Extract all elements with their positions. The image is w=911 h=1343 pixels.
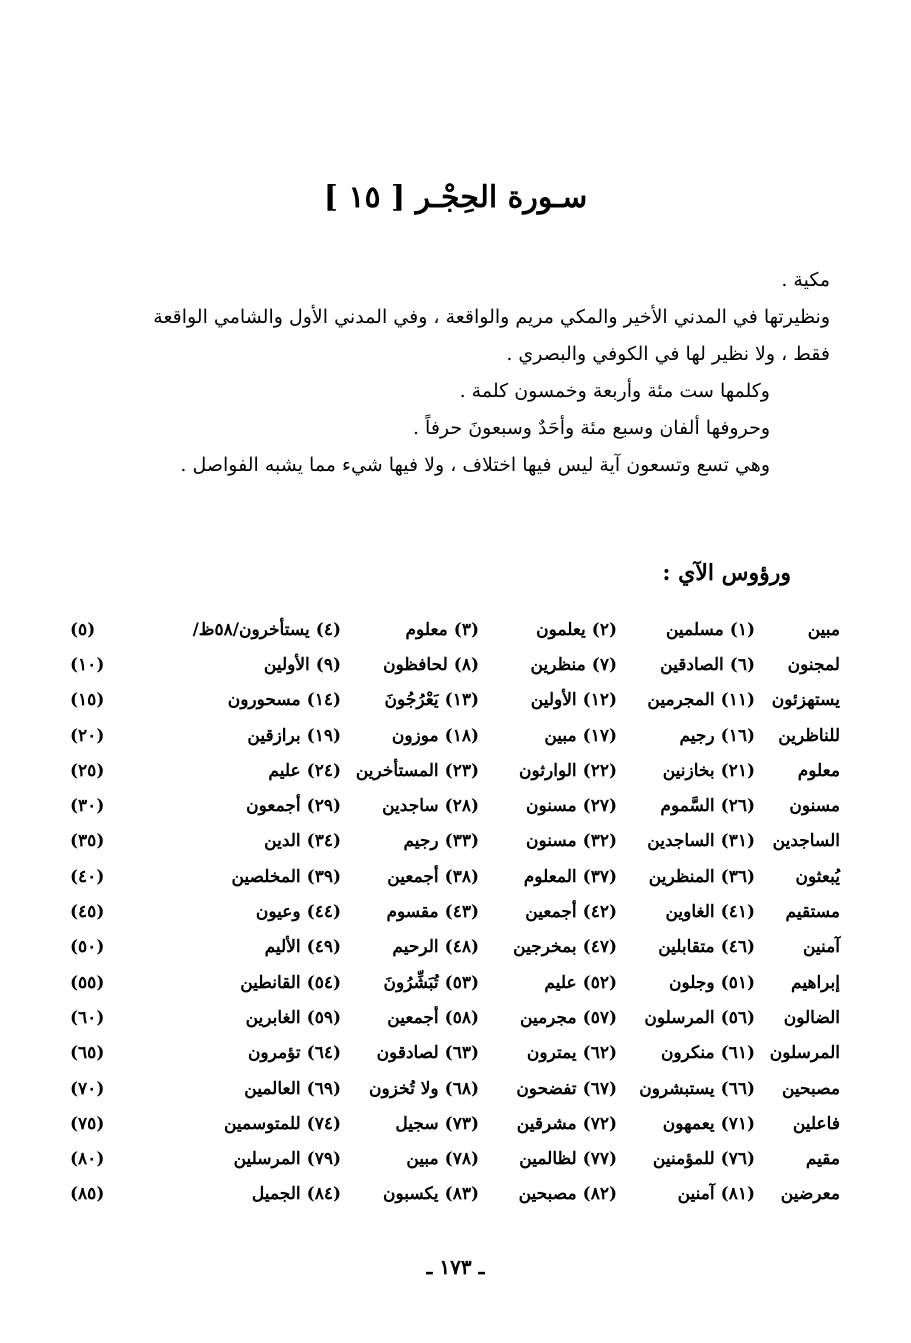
verse-ending-word: المرسلون [644, 1007, 715, 1028]
verse-ending-word: منكرون [660, 1043, 715, 1064]
verse-number: (٢١) [720, 760, 755, 781]
verse-row [70, 612, 840, 647]
verse-cell [341, 937, 479, 957]
verse-cell [479, 831, 617, 851]
verse-number: (٣٩) [306, 866, 341, 887]
verse-number: (١٣) [444, 690, 479, 711]
verse-ending-word: الأولين [530, 690, 577, 711]
verse-number: (٧٥) [70, 1113, 105, 1134]
verse-cell [479, 655, 617, 675]
verse-ending-word: مسحورون [227, 690, 301, 711]
verse-number: (٥٣) [444, 972, 479, 993]
verse-ending-word: يكسبون [382, 1184, 439, 1205]
verse-row [70, 647, 840, 682]
intro-line: ونظيرتها في المدني الأخير والمكي مريم والواقعة ، وفي المدني الأول والشامي الواقعة [153, 306, 830, 328]
verse-ending-word: يعمهون [662, 1113, 715, 1134]
verse-endings-table [70, 612, 840, 1212]
verse-row [70, 1071, 840, 1106]
verse-ending-word: أجمعون [246, 796, 301, 817]
verse-ending-word: يستبشرون [639, 1078, 715, 1099]
verse-ending-word: المستأخرين [355, 760, 439, 781]
verse-number: (١١) [720, 690, 755, 711]
verse-ending-word: رجيم [403, 831, 439, 852]
verse-number: (٧٢) [582, 1113, 617, 1134]
verse-row [70, 718, 840, 753]
verse-cell [617, 867, 755, 887]
verse-cell [203, 1114, 341, 1134]
verse-cell [203, 937, 341, 957]
verse-ending-word: مسنون [525, 831, 577, 852]
verse-ending-word: متقابلين [658, 937, 715, 958]
verse-number: (٨٣) [444, 1184, 479, 1205]
verse-ending-word: يستأخرون/٥٨ظ/ [192, 619, 310, 640]
verse-cell [341, 1149, 479, 1169]
verse-cell [479, 796, 617, 816]
verse-ending-word: الأولين [263, 654, 310, 675]
verse-cell [617, 1149, 755, 1169]
verse-number: (١٩) [306, 725, 341, 746]
verse-ending-word: المجرمين [647, 690, 715, 711]
verse-row [70, 1036, 840, 1071]
verse-cell [479, 1114, 617, 1134]
verse-number: (٦٢) [582, 1043, 617, 1064]
verse-number: (٢٥) [70, 760, 105, 781]
verse-ending-word: للمؤمنين [652, 1149, 715, 1170]
verse-number: (٥٢) [582, 972, 617, 993]
verse-number: (٥٨) [444, 1007, 479, 1028]
verse-cell [203, 1043, 341, 1063]
verse-number: (٤١) [720, 902, 755, 923]
verse-number: (٨٠) [70, 1149, 105, 1170]
verse-ending-word: ساجدين [382, 796, 439, 817]
verse-number: (٨٤) [306, 1184, 341, 1205]
verse-ending-word: سجيل [395, 1113, 439, 1134]
verse-number: (١٦) [720, 725, 755, 746]
verse-number: (١٧) [582, 725, 617, 746]
verse-cell [341, 831, 479, 851]
verse-number: (٧٠) [70, 1078, 105, 1099]
verse-ending-word: عليم [544, 972, 577, 993]
verse-number: (٣٥) [70, 831, 105, 852]
verse-number: (٧٧) [582, 1149, 617, 1170]
verse-number: (٣٧) [582, 866, 617, 887]
verse-ending-word: القانطين [240, 972, 301, 993]
verse-row [70, 1106, 840, 1141]
verse-ending-word: أجمعين [387, 866, 439, 887]
verse-number: (٧١) [720, 1113, 755, 1134]
intro-line: وحروفها ألفان وسبع مئة وأحَدٌ وسبعونَ حرفاً . [412, 417, 770, 439]
verse-cell [479, 1079, 617, 1099]
verse-cell [479, 761, 617, 781]
verse-cell [192, 619, 341, 640]
verse-cell [341, 761, 479, 781]
verse-cell [617, 620, 755, 640]
surah-title: سـورة الحِجْـر [ ١٥ ] [323, 180, 588, 215]
page-number: ـ ١٧٣ ـ [426, 1255, 485, 1279]
verse-number: (٤٣) [444, 902, 479, 923]
verse-cell [479, 973, 617, 993]
verse-ending-word: مصبحين [518, 1184, 577, 1205]
verse-ending-word: لظالمين [519, 1149, 577, 1170]
verse-ending-word: مسنون [789, 796, 840, 817]
verse-number: (٢٢) [582, 760, 617, 781]
verse-cell [203, 1149, 341, 1169]
verse-ending-word: يَعْرُجُونَ [384, 690, 439, 711]
verse-number: (٦) [729, 654, 755, 675]
verse-number: (٣٤) [306, 831, 341, 852]
verse-ending-word: المرسلون [769, 1043, 840, 1064]
verse-ending-word: للناظرين [778, 725, 840, 746]
verse-number: (٢٠) [70, 725, 105, 746]
verse-ending-word: معلوم [797, 760, 840, 781]
verse-number: (٨) [453, 654, 479, 675]
verse-row [70, 859, 840, 894]
verse-cell [341, 1043, 479, 1063]
verse-ending-word: الغاوين [665, 902, 715, 923]
verse-ending-word: بمخرجين [513, 937, 577, 958]
verse-number: (١٠) [70, 654, 105, 675]
verse-ending-word: لحافظون [383, 654, 448, 675]
verse-ending-word: لصادقون [376, 1043, 439, 1064]
verse-ending-word: مبين [544, 725, 577, 746]
verse-ending-word: آمنين [802, 937, 840, 958]
verse-cell [617, 831, 755, 851]
verse-number: (٣) [453, 619, 479, 640]
verse-cell [617, 902, 755, 922]
verse-row [70, 894, 840, 929]
verse-number: (٤٨) [444, 937, 479, 958]
verse-number: (٦٤) [306, 1043, 341, 1064]
verse-ending-word: مقيم [805, 1149, 840, 1170]
verse-ending-word: الأليم [264, 937, 301, 958]
verse-number: (٤٢) [582, 902, 617, 923]
verse-number: (٢٨) [444, 796, 479, 817]
verse-cell [341, 620, 479, 640]
verse-cell [341, 796, 479, 816]
verse-number: (١٨) [444, 725, 479, 746]
verse-ending-word: مسلمين [665, 619, 724, 640]
verse-cell [203, 690, 341, 710]
verse-ending-word: مصبحين [781, 1078, 840, 1099]
verse-ending-word: عليم [268, 760, 301, 781]
verse-ending-word: برازقين [247, 725, 301, 746]
verse-number: (٦٣) [444, 1043, 479, 1064]
verse-ending-word: آمنين [677, 1184, 715, 1205]
verse-ending-word: مشرقين [516, 1113, 577, 1134]
verse-cell [341, 867, 479, 887]
verse-row [70, 683, 840, 718]
verse-cell [203, 1184, 341, 1204]
verse-number: (٤٠) [70, 866, 105, 887]
verse-number: (١) [729, 619, 755, 640]
verse-number: (٢٧) [582, 796, 617, 817]
verse-cell [617, 655, 755, 675]
verse-number: (٥٧) [582, 1007, 617, 1028]
verse-number: (٢) [591, 619, 617, 640]
verse-row [70, 1141, 840, 1176]
verse-cell [479, 1043, 617, 1063]
verse-number: (٥) [70, 619, 96, 640]
verse-number: (٤٤) [306, 902, 341, 923]
verse-cell [479, 902, 617, 922]
verse-ending-word: يعلمون [536, 619, 586, 640]
verse-number: (٤٦) [720, 937, 755, 958]
verse-number: (٥٦) [720, 1007, 755, 1028]
verse-cell [203, 1008, 341, 1028]
verse-row [70, 753, 840, 788]
verse-cell [617, 973, 755, 993]
verse-row [70, 824, 840, 859]
verse-cell [203, 902, 341, 922]
verse-ending-word: وجلون [669, 972, 715, 993]
verse-ending-word: معرضين [780, 1184, 840, 1205]
verse-number: (٧٩) [306, 1149, 341, 1170]
verse-ending-word: المخلصين [231, 866, 301, 887]
verse-ending-word: تُبَشِّرُونَ [383, 972, 439, 993]
verse-cell [617, 1008, 755, 1028]
verse-number: (١٥) [70, 690, 105, 711]
verse-number: (٨٥) [70, 1184, 105, 1205]
verse-number: (٤) [315, 619, 341, 640]
verse-ending-word: تؤمرون [247, 1043, 301, 1064]
verse-cell [203, 655, 341, 675]
verse-cell [203, 726, 341, 746]
verse-cell [479, 690, 617, 710]
verse-cell [617, 690, 755, 710]
verse-cell [203, 761, 341, 781]
verse-cell [479, 937, 617, 957]
intro-line: مكية . [781, 269, 830, 291]
verse-ending-word: يستهزئون [771, 690, 840, 711]
verse-ending-word: الرحيم [392, 937, 439, 958]
verse-number: (٥٥) [70, 972, 105, 993]
verse-number: (٦٦) [720, 1078, 755, 1099]
verse-ending-word: معلوم [405, 619, 448, 640]
verse-ending-word: مبين [807, 619, 840, 640]
verse-ending-word: لمجنون [787, 654, 840, 675]
verse-cell [617, 1184, 755, 1204]
verse-number: (٧٣) [444, 1113, 479, 1134]
verse-cell [617, 1114, 755, 1134]
verse-cell [479, 1149, 617, 1169]
verse-ending-word: مجرمين [520, 1007, 577, 1028]
verse-cell [479, 726, 617, 746]
verse-cell [341, 1008, 479, 1028]
verse-number: (٢٩) [306, 796, 341, 817]
verse-number: (٦٧) [582, 1078, 617, 1099]
verse-row [70, 930, 840, 965]
verse-ending-word: للمتوسمين [223, 1113, 301, 1134]
verse-cell [203, 1079, 341, 1099]
intro-line: فقط ، ولا نظير لها في الكوفي والبصري . [506, 343, 830, 365]
verse-cell [479, 1184, 617, 1204]
verse-number: (٦١) [720, 1043, 755, 1064]
verse-cell [341, 973, 479, 993]
verse-number: (٨٢) [582, 1184, 617, 1205]
verse-ending-word: المعلوم [523, 866, 577, 887]
verse-cell [617, 761, 755, 781]
verse-number: (٤٧) [582, 937, 617, 958]
verse-ending-word: الغابرين [245, 1007, 301, 1028]
verse-number: (١٤) [306, 690, 341, 711]
verse-row [70, 788, 840, 823]
verse-ending-word: المرسلين [233, 1149, 301, 1170]
verse-number: (٣٦) [720, 866, 755, 887]
verse-ending-word: الساجدين [772, 831, 840, 852]
verse-ending-word: مسنون [525, 796, 577, 817]
verse-ending-word: الجميل [251, 1184, 301, 1205]
verse-cell [479, 867, 617, 887]
verse-cell [203, 796, 341, 816]
verse-number: (١٢) [582, 690, 617, 711]
verse-cell [203, 867, 341, 887]
verse-cell [341, 1114, 479, 1134]
verse-cell [341, 1184, 479, 1204]
verse-number: (٤٥) [70, 902, 105, 923]
verse-cell [341, 902, 479, 922]
verse-cell [617, 1043, 755, 1063]
verse-ending-word: مبين [406, 1149, 439, 1170]
verse-ending-word: الساجدين [647, 831, 715, 852]
verse-cell [479, 620, 617, 640]
verse-cell [341, 726, 479, 746]
verse-ending-word: الوارثون [519, 760, 577, 781]
verse-number: (٧٤) [306, 1113, 341, 1134]
verse-number: (٧٦) [720, 1149, 755, 1170]
verse-ending-word: الضالون [783, 1007, 840, 1028]
verse-ending-word: رجيم [679, 725, 715, 746]
verse-ending-word: إبراهيم [791, 972, 840, 993]
verse-ending-word: أجمعين [387, 1007, 439, 1028]
verse-number: (٧) [591, 654, 617, 675]
verse-cell [341, 690, 479, 710]
verse-number: (٥٤) [306, 972, 341, 993]
verse-number: (٣٢) [582, 831, 617, 852]
verse-row [70, 1177, 840, 1212]
verse-number: (٥٩) [306, 1007, 341, 1028]
verse-cell [341, 1079, 479, 1099]
verse-ending-word: يُبعثون [795, 866, 840, 887]
intro-block [70, 262, 830, 484]
verse-cell [617, 726, 755, 746]
verse-row [70, 1000, 840, 1035]
verse-number: (٧٨) [444, 1149, 479, 1170]
verse-ending-word: موزون [391, 725, 439, 746]
verse-number: (٦٠) [70, 1007, 105, 1028]
verse-cell [617, 796, 755, 816]
verse-ending-word: الصادقين [660, 654, 724, 675]
verse-ending-word: وعيون [255, 902, 301, 923]
verse-number: (٥٠) [70, 937, 105, 958]
verse-ending-word: الدين [264, 831, 301, 852]
intro-line: وهي تسع وتسعون آية ليس فيها اختلاف ، ولا فيها شيء مما يشبه الفواصل . [180, 454, 770, 476]
verse-number: (٣٠) [70, 796, 105, 817]
verse-number: (٤٩) [306, 937, 341, 958]
verse-cell [203, 973, 341, 993]
verse-ending-word: مستقيم [785, 902, 840, 923]
verse-number: (٦٨) [444, 1078, 479, 1099]
verse-cell [617, 937, 755, 957]
verse-cell [479, 1008, 617, 1028]
verse-number: (٣٣) [444, 831, 479, 852]
verse-ending-word: يمترون [526, 1043, 577, 1064]
verse-cell [341, 655, 479, 675]
verse-cell [203, 831, 341, 851]
verse-number: (٦٥) [70, 1043, 105, 1064]
verse-cell [617, 1079, 755, 1099]
verse-ending-word: السَّموم [660, 796, 715, 817]
verse-ending-word: فاعلين [792, 1113, 840, 1134]
intro-line: وكلمها ست مئة وأربعة وخمسون كلمة . [459, 380, 770, 402]
verse-ending-word: المنظرين [648, 866, 715, 887]
verse-ending-word: العالمين [244, 1078, 301, 1099]
verse-number: (٩) [315, 654, 341, 675]
verse-ending-word: تفضحون [516, 1078, 577, 1099]
verse-ending-word: أجمعين [525, 902, 577, 923]
verse-ending-word: منظرين [530, 654, 586, 675]
verse-number: (٢٦) [720, 796, 755, 817]
verse-number: (٢٣) [444, 760, 479, 781]
verse-ending-word: ولا تُخزون [369, 1078, 439, 1099]
verse-ending-word: مقسوم [386, 902, 439, 923]
verse-number: (٥١) [720, 972, 755, 993]
verse-number: (٣١) [720, 831, 755, 852]
verse-number: (٢٤) [306, 760, 341, 781]
verse-endings-heading: ورؤوس الآي : [662, 560, 791, 586]
verse-ending-word: بخازنين [662, 760, 715, 781]
verse-row [70, 965, 840, 1000]
verse-number: (٨١) [720, 1184, 755, 1205]
verse-number: (٦٩) [306, 1078, 341, 1099]
verse-number: (٣٨) [444, 866, 479, 887]
